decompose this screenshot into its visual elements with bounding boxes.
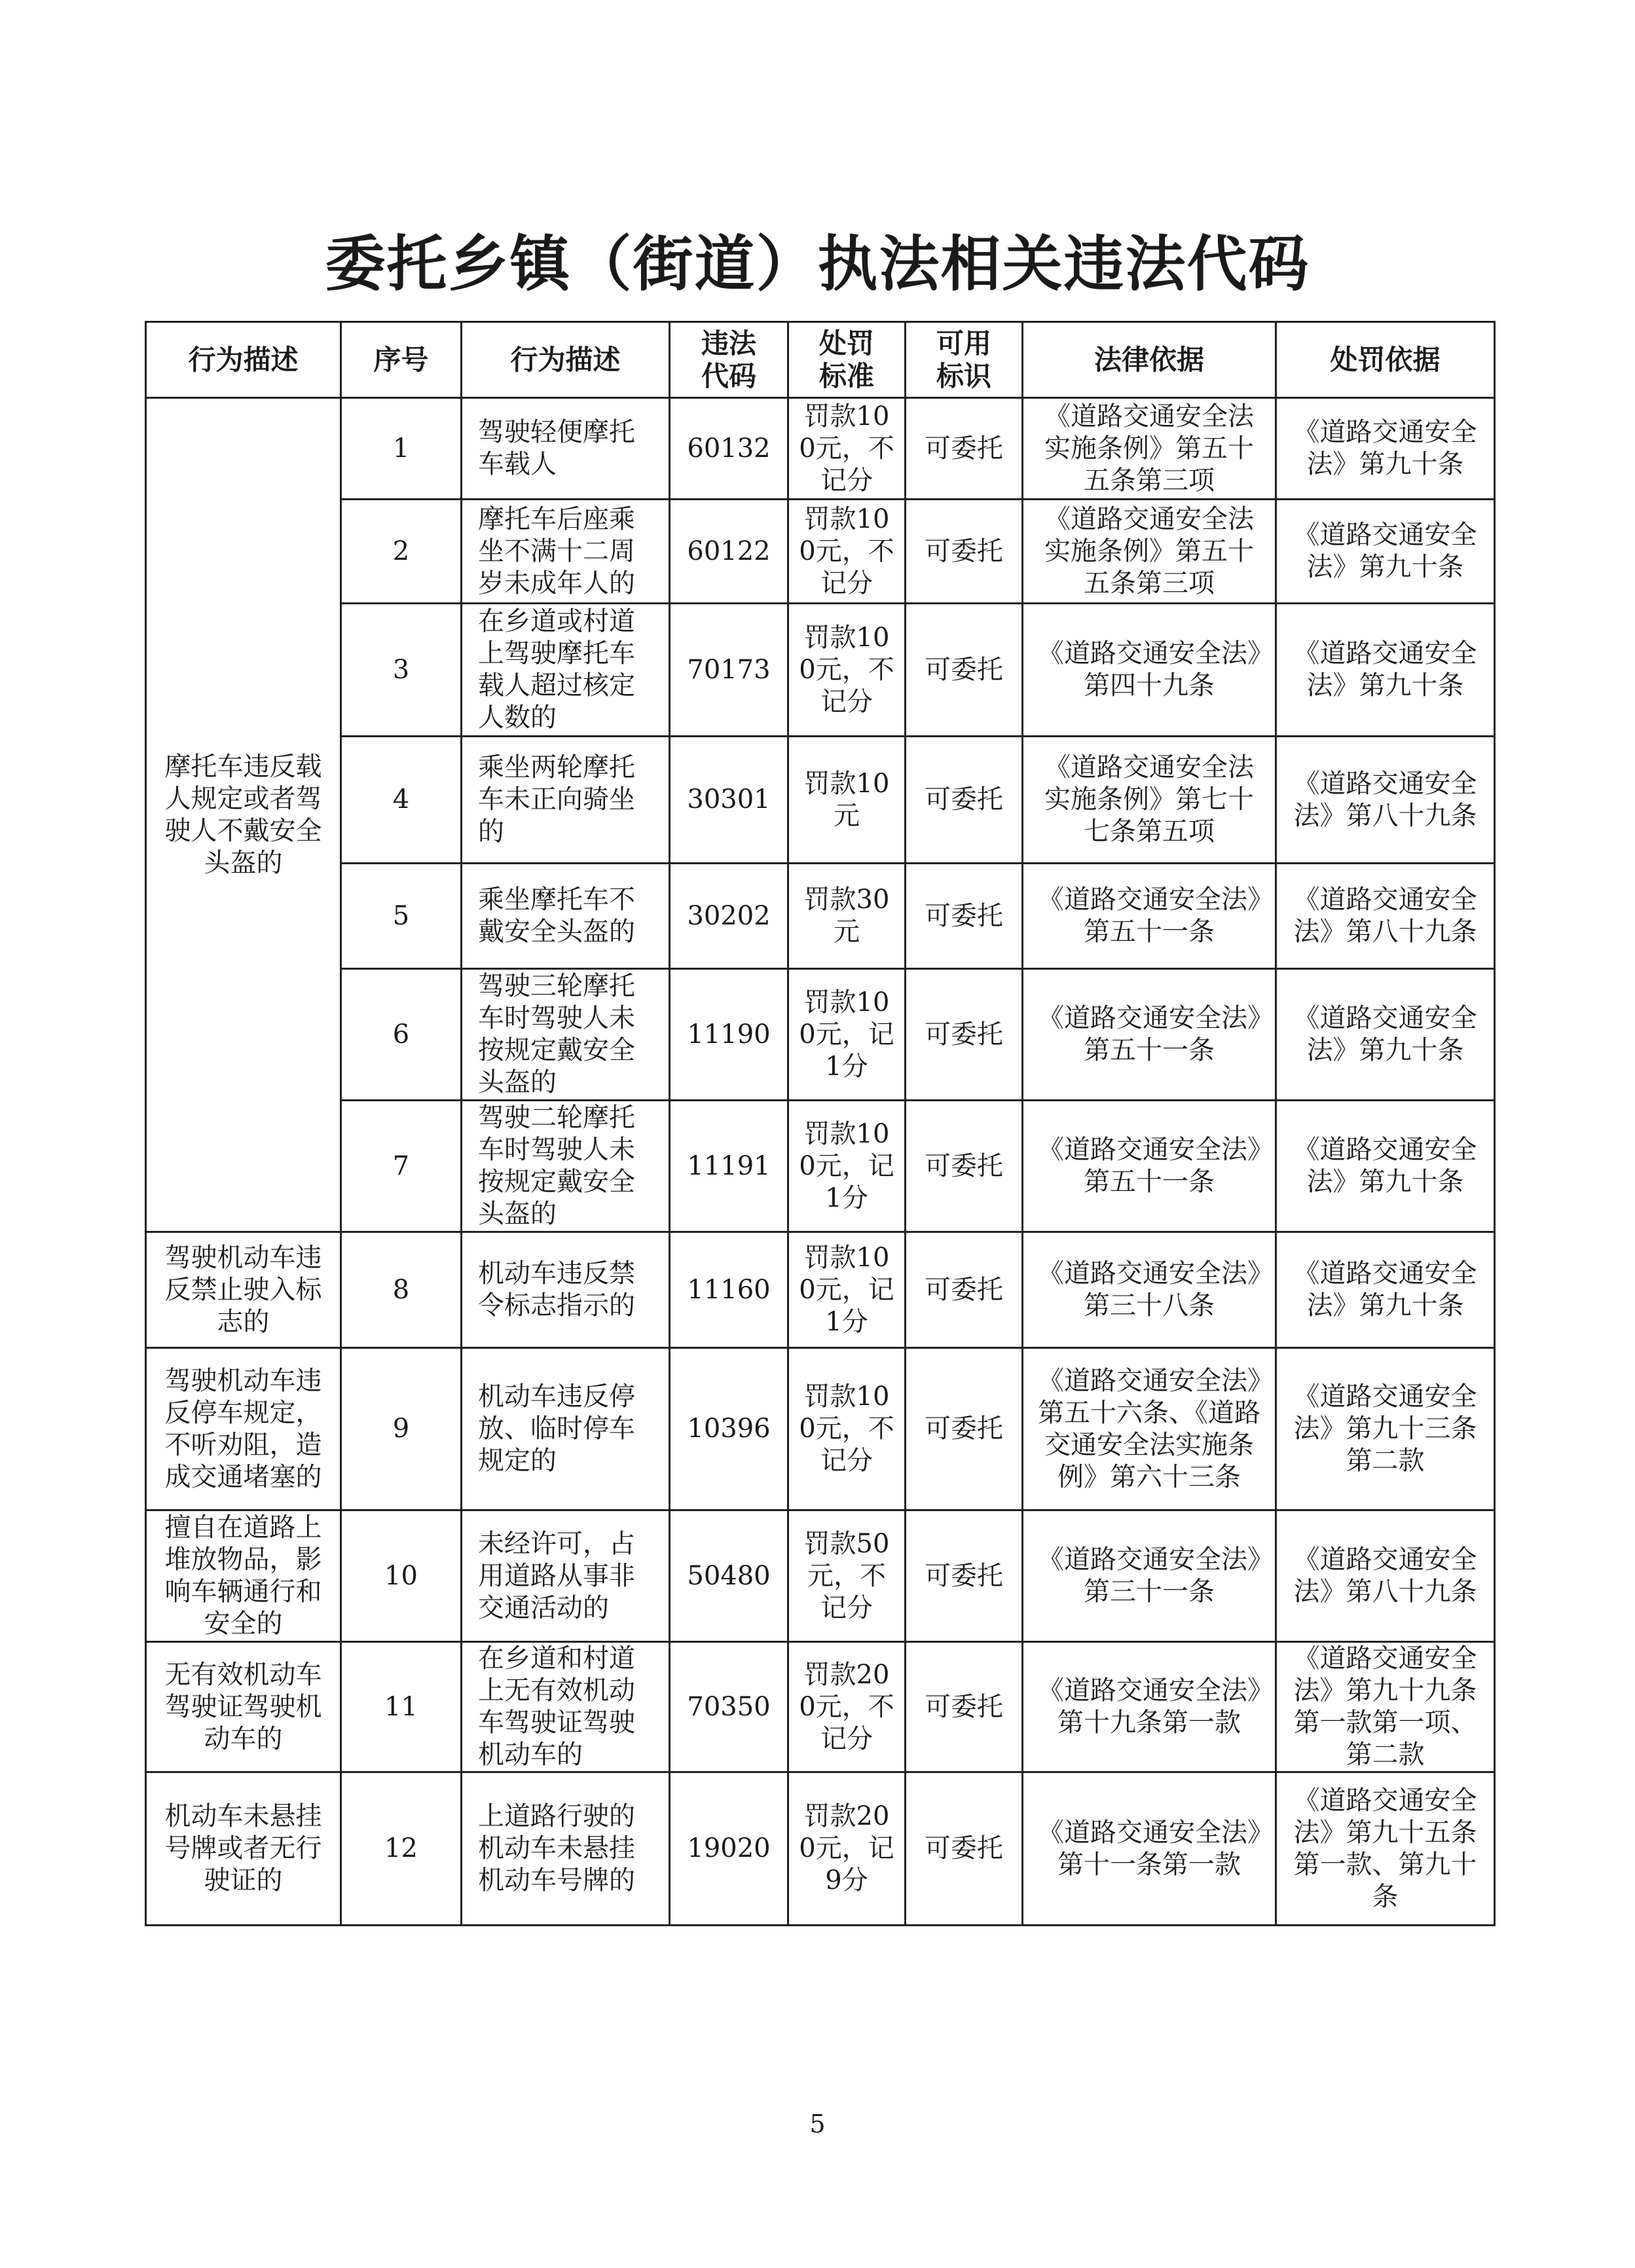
penalty-standard-cell: 罚款200元，记9分 <box>788 1772 906 1926</box>
group-desc-cell: 驾驶机动车违反禁止驶入标志的 <box>146 1232 341 1348</box>
penalty-standard-cell: 罚款10元 <box>788 737 906 864</box>
violation-code-cell: 30202 <box>670 864 788 969</box>
usable-flag-cell: 可委托 <box>906 1510 1023 1642</box>
group-desc-cell: 擅自在道路上堆放物品，影响车辆通行和安全的 <box>146 1510 341 1642</box>
violation-code-cell: 11160 <box>670 1232 788 1348</box>
behavior-desc-cell: 驾驶轻便摩托车载人 <box>462 398 670 500</box>
penalty-standard-cell: 罚款100元，不记分 <box>788 398 906 500</box>
legal-basis-cell: 《道路交通安全法》第三十一条 <box>1023 1510 1276 1642</box>
table-row <box>146 864 1495 969</box>
header-flag: 可用标识 <box>906 322 1023 398</box>
row-number-cell: 7 <box>341 1101 462 1232</box>
table-row <box>146 969 1495 1101</box>
behavior-desc-cell: 在乡道和村道上无有效机动车驾驶证驾驶机动车的 <box>462 1642 670 1772</box>
table-row <box>146 737 1495 864</box>
table-body <box>146 398 1495 1926</box>
group-desc-cell: 无有效机动车驾驶证驾驶机动车的 <box>146 1642 341 1772</box>
penalty-basis-cell: 《道路交通安全法》第八十九条 <box>1276 864 1495 969</box>
row-number-cell: 5 <box>341 864 462 969</box>
legal-basis-cell: 《道路交通安全法实施条例》第五十五条第三项 <box>1023 500 1276 604</box>
row-number-cell: 11 <box>341 1642 462 1772</box>
page-title: 委托乡镇（街道）执法相关违法代码 <box>325 229 1310 299</box>
header-basis: 处罚依据 <box>1276 322 1495 398</box>
penalty-standard-cell: 罚款100元，记1分 <box>788 1101 906 1232</box>
header-penalty: 处罚标准 <box>788 322 906 398</box>
violation-code-table <box>145 321 1496 1926</box>
behavior-desc-cell: 乘坐摩托车不戴安全头盔的 <box>462 864 670 969</box>
group-desc-cell: 驾驶机动车违反停车规定，不听劝阻，造成交通堵塞的 <box>146 1348 341 1510</box>
usable-flag-cell: 可委托 <box>906 969 1023 1101</box>
penalty-standard-cell: 罚款100元，不记分 <box>788 604 906 737</box>
header-code: 违法代码 <box>670 322 788 398</box>
row-number-cell: 3 <box>341 604 462 737</box>
violation-code-cell: 19020 <box>670 1772 788 1926</box>
usable-flag-cell: 可委托 <box>906 604 1023 737</box>
legal-basis-cell: 《道路交通安全法》第五十一条 <box>1023 864 1276 969</box>
violation-code-cell: 10396 <box>670 1348 788 1510</box>
group-desc-cell: 摩托车违反载人规定或者驾驶人不戴安全头盔的 <box>146 398 341 1232</box>
row-number-cell: 12 <box>341 1772 462 1926</box>
header-no: 序号 <box>341 322 462 398</box>
group-desc-cell: 机动车未悬挂号牌或者无行驶证的 <box>146 1772 341 1926</box>
table-row <box>146 1101 1495 1232</box>
penalty-standard-cell: 罚款100元，不记分 <box>788 1348 906 1510</box>
violation-code-cell: 70350 <box>670 1642 788 1772</box>
violation-code-cell: 60122 <box>670 500 788 604</box>
penalty-basis-cell: 《道路交通安全法》第八十九条 <box>1276 1510 1495 1642</box>
row-number-cell: 8 <box>341 1232 462 1348</box>
penalty-basis-cell: 《道路交通安全法》第九十五条第一款、第九十条 <box>1276 1772 1495 1926</box>
behavior-desc-cell: 驾驶二轮摩托车时驾驶人未按规定戴安全头盔的 <box>462 1101 670 1232</box>
usable-flag-cell: 可委托 <box>906 1101 1023 1232</box>
usable-flag-cell: 可委托 <box>906 864 1023 969</box>
header-group-desc: 行为描述 <box>146 322 341 398</box>
legal-basis-cell: 《道路交通安全法》第五十一条 <box>1023 969 1276 1101</box>
penalty-basis-cell: 《道路交通安全法》第九十三条第二款 <box>1276 1348 1495 1510</box>
behavior-desc-cell: 上道路行驶的机动车未悬挂机动车号牌的 <box>462 1772 670 1926</box>
row-number-cell: 2 <box>341 500 462 604</box>
table-row <box>146 1642 1495 1772</box>
header-law: 法律依据 <box>1023 322 1276 398</box>
table-row <box>146 1510 1495 1642</box>
penalty-standard-cell: 罚款100元，记1分 <box>788 1232 906 1348</box>
penalty-basis-cell: 《道路交通安全法》第九十九条第一款第一项、第二款 <box>1276 1642 1495 1772</box>
legal-basis-cell: 《道路交通安全法》第三十八条 <box>1023 1232 1276 1348</box>
table-header-row <box>146 322 1495 398</box>
legal-basis-cell: 《道路交通安全法》第十九条第一款 <box>1023 1642 1276 1772</box>
behavior-desc-cell: 机动车违反禁令标志指示的 <box>462 1232 670 1348</box>
violation-code-cell: 70173 <box>670 604 788 737</box>
violation-code-cell: 30301 <box>670 737 788 864</box>
penalty-standard-cell: 罚款50元，不记分 <box>788 1510 906 1642</box>
row-number-cell: 4 <box>341 737 462 864</box>
penalty-basis-cell: 《道路交通安全法》第九十条 <box>1276 500 1495 604</box>
legal-basis-cell: 《道路交通安全法》第五十六条、《道路交通安全法实施条例》第六十三条 <box>1023 1348 1276 1510</box>
penalty-basis-cell: 《道路交通安全法》第九十条 <box>1276 1232 1495 1348</box>
row-number-cell: 9 <box>341 1348 462 1510</box>
penalty-standard-cell: 罚款30元 <box>788 864 906 969</box>
table-row <box>146 604 1495 737</box>
row-number-cell: 6 <box>341 969 462 1101</box>
table-row <box>146 398 1495 500</box>
behavior-desc-cell: 驾驶三轮摩托车时驾驶人未按规定戴安全头盔的 <box>462 969 670 1101</box>
penalty-basis-cell: 《道路交通安全法》第九十条 <box>1276 604 1495 737</box>
usable-flag-cell: 可委托 <box>906 1232 1023 1348</box>
page-number: 5 <box>809 2110 826 2138</box>
violation-code-cell: 11191 <box>670 1101 788 1232</box>
row-number-cell: 10 <box>341 1510 462 1642</box>
table-row <box>146 1772 1495 1926</box>
usable-flag-cell: 可委托 <box>906 737 1023 864</box>
penalty-basis-cell: 《道路交通安全法》第九十条 <box>1276 398 1495 500</box>
violation-code-cell: 50480 <box>670 1510 788 1642</box>
violation-code-cell: 60132 <box>670 398 788 500</box>
row-number-cell: 1 <box>341 398 462 500</box>
table-row <box>146 1348 1495 1510</box>
usable-flag-cell: 可委托 <box>906 1642 1023 1772</box>
penalty-basis-cell: 《道路交通安全法》第九十条 <box>1276 1101 1495 1232</box>
behavior-desc-cell: 摩托车后座乘坐不满十二周岁未成年人的 <box>462 500 670 604</box>
penalty-standard-cell: 罚款200元，不记分 <box>788 1642 906 1772</box>
penalty-standard-cell: 罚款100元，不记分 <box>788 500 906 604</box>
legal-basis-cell: 《道路交通安全法实施条例》第七十七条第五项 <box>1023 737 1276 864</box>
behavior-desc-cell: 机动车违反停放、临时停车规定的 <box>462 1348 670 1510</box>
violation-code-cell: 11190 <box>670 969 788 1101</box>
legal-basis-cell: 《道路交通安全法》第四十九条 <box>1023 604 1276 737</box>
behavior-desc-cell: 乘坐两轮摩托车未正向骑坐的 <box>462 737 670 864</box>
usable-flag-cell: 可委托 <box>906 500 1023 604</box>
legal-basis-cell: 《道路交通安全法》第十一条第一款 <box>1023 1772 1276 1926</box>
behavior-desc-cell: 在乡道或村道上驾驶摩托车载人超过核定人数的 <box>462 604 670 737</box>
legal-basis-cell: 《道路交通安全法实施条例》第五十五条第三项 <box>1023 398 1276 500</box>
usable-flag-cell: 可委托 <box>906 398 1023 500</box>
table-row <box>146 500 1495 604</box>
penalty-basis-cell: 《道路交通安全法》第九十条 <box>1276 969 1495 1101</box>
header-desc: 行为描述 <box>462 322 670 398</box>
usable-flag-cell: 可委托 <box>906 1772 1023 1926</box>
behavior-desc-cell: 未经许可，占用道路从事非交通活动的 <box>462 1510 670 1642</box>
penalty-standard-cell: 罚款100元，记1分 <box>788 969 906 1101</box>
legal-basis-cell: 《道路交通安全法》第五十一条 <box>1023 1101 1276 1232</box>
usable-flag-cell: 可委托 <box>906 1348 1023 1510</box>
table-row <box>146 1232 1495 1348</box>
penalty-basis-cell: 《道路交通安全法》第八十九条 <box>1276 737 1495 864</box>
